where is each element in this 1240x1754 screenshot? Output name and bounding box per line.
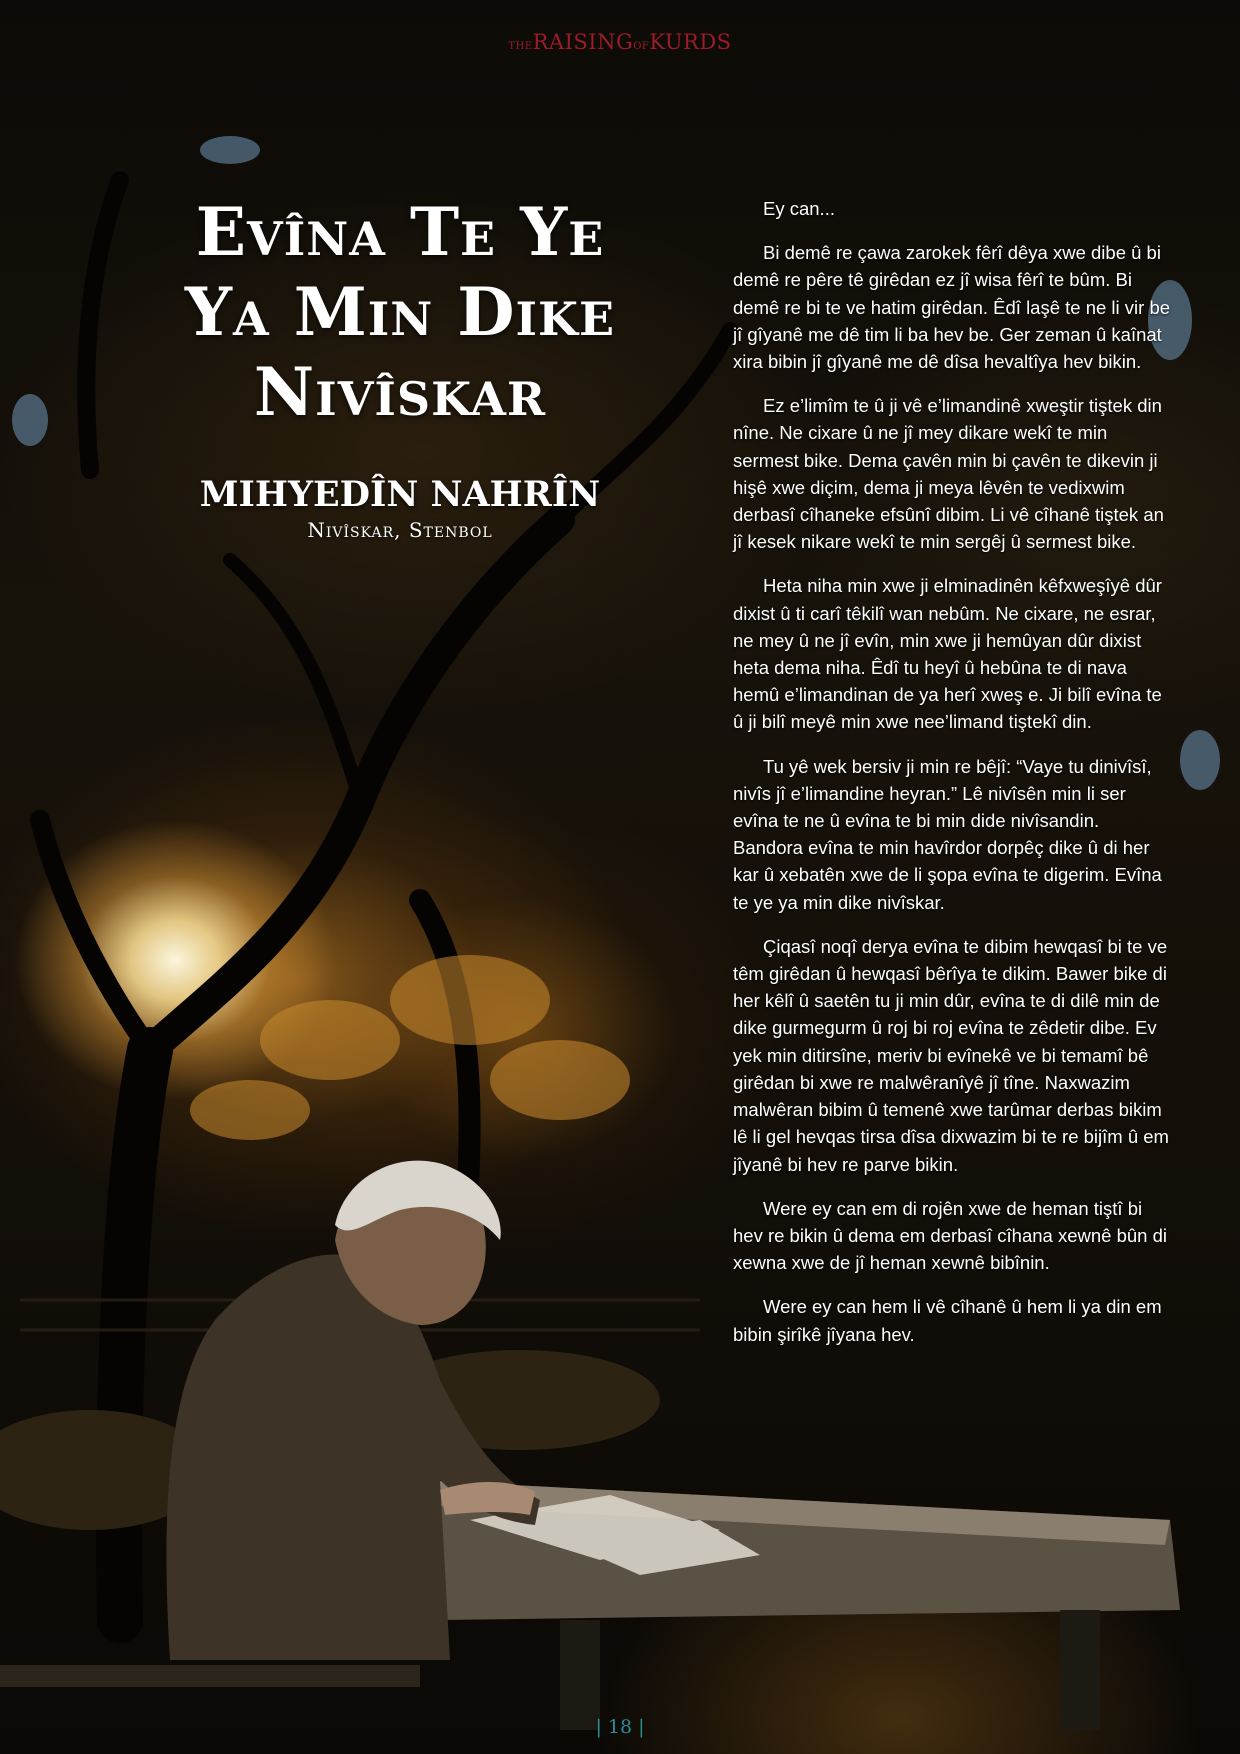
title-line: Evîna Te Ye	[195, 193, 605, 271]
page-number: | 18 |	[595, 1716, 645, 1738]
title-line: Ya Min Dike	[184, 273, 616, 351]
body-paragraph: Tu yê wek bersiv ji min re bêjî: “Vaye tu dinivîsî, nivîs jî e’limandine heyran.” Lê nivîsên min li ser evîna te ne û evîna te bi min dide nivîsandin. Bandora evîna te min havîrdor dorpêç dike û di her kar û xebatên xwe de li şopa evîna te digerim. Evîna te ye ya min dike nivîskar.	[733, 755, 1162, 913]
brand-of: OF	[633, 41, 650, 52]
body-paragraph: Were ey can hem li vê cîhanê û hem li ya din em bibin şirîkê jîyana hev.	[733, 1296, 1162, 1345]
article-title	[130, 192, 670, 432]
title-line: Nivîskar	[253, 353, 547, 431]
brand-raising: RAISING	[532, 30, 634, 54]
article-body	[733, 195, 1173, 1365]
body-paragraph: Were ey can em di rojên xwe de heman tiştî bi hev re bikin û dema em derbasî cîhana xewnê bûn di xewna xwe de jî heman xewnê bibînin.	[733, 1197, 1167, 1274]
author-name: MIHYEDÎN NAHRÎN	[199, 474, 601, 515]
magazine-brand	[0, 30, 1240, 54]
body-paragraph: Ey can...	[763, 198, 835, 219]
body-paragraph: Ez e’limîm te û ji vê e’limandinê xweştir tiştek din nîne. Ne cixare û ne jî mey dikare wekî te min sermest bike. Dema çavên min bi çavên te dikevin ji hişê xwe diçim, dema ji meya lêvên te vedixwim derbasî cîhaneke efsûnî dibim. Li vê cîhanê tiştek an jî kesek nikare wekî te min sergêj û sermest bike.	[733, 395, 1164, 553]
body-paragraph: Bi demê re çawa zarokek fêrî dêya xwe dibe û bi demê re pêre tê girêdan ez jî wisa fêrî te bûm. Bi demê re bi te ve hatim girêdan. Êdî laşê te ne li vir be jî gîyanê me dê tim li ba hev be. Ger zeman û kaînat xira bibin jî gîyanê me dê dîsa hevaltîya hev bikin.	[733, 242, 1171, 373]
body-paragraph: Çiqasî noqî derya evîna te dibim hewqasî bi te ve têm girêdan û hewqasî bêrîya te dikim. Bawer bike di her kêlî û saetên tu ji min dûr, evîna te di dilê min de dike gurmegurm û roj bi roj evîna te zêdetir dibe. Ev yek min ditirsîne, meriv bi evînekê ve bi temamî bê girêdan bi xwe re malwêranîyê jî tîne. Naxwazim malwêran bibim û temenê xwe tarûmar derbas bikim lê li gel hevqas tirsa dîsa dixwazim bi te re bijîm û em jîyanê bi hev re parve bikin.	[733, 935, 1169, 1175]
brand-kurds: KURDS	[649, 30, 732, 54]
body-paragraph: Heta niha min xwe ji elminadinên kêfxweşîyê dûr dixist û ti carî têkilî wan nebûm. Ne cixare, ne esrar, ne mey û ne jî evîn, min xwe ji hemûyan dûr dixist heta dema niha. Êdî tu heyî û hebûna te di nava hemû e’limandinan de ya herî xweş e. Ji bilî evîna te û ji bilî meyê min xwe nee’limand tiştekî din.	[733, 575, 1162, 733]
brand-the: THE	[508, 41, 533, 52]
author-role: Nivîskar, Stenbol	[307, 518, 493, 542]
